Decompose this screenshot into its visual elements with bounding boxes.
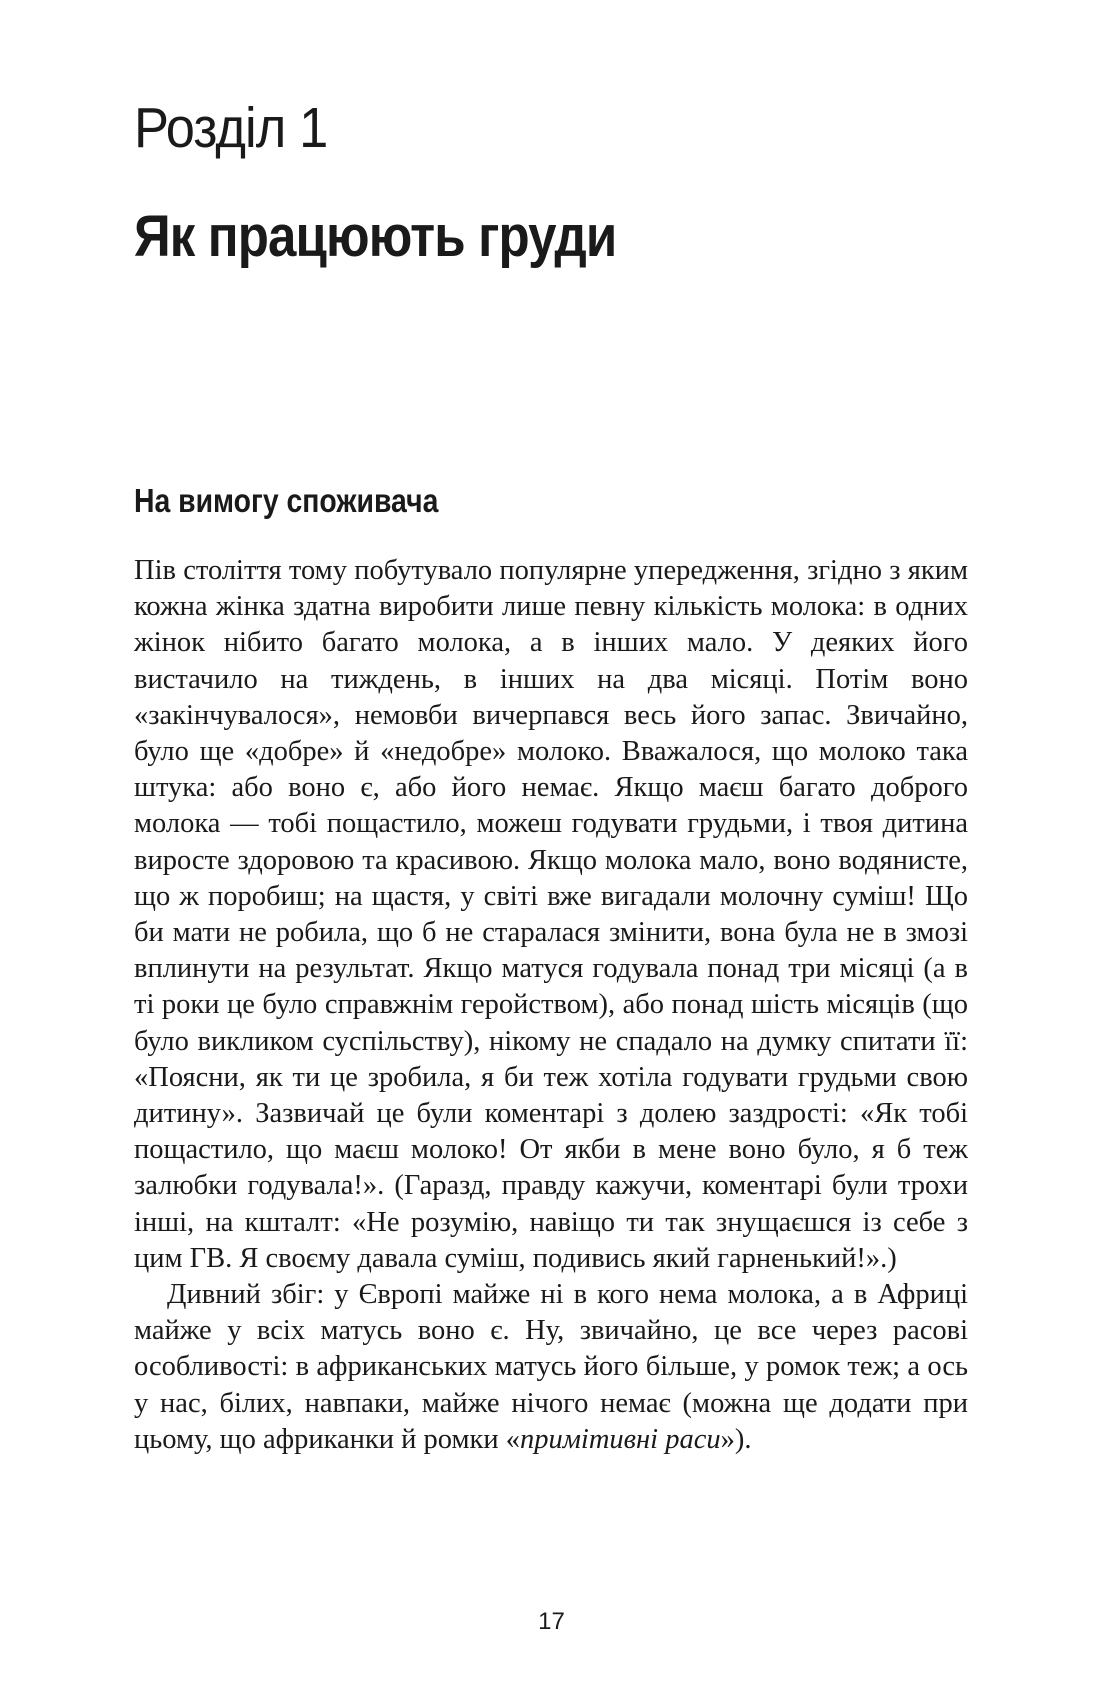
section-title: На вимогу споживача xyxy=(134,482,439,519)
paragraph: Пів століття тому побутувало популярне упередження, згідно з яким кожна жінка здатна виробити лише певну кількість молока: в одних жінок нібито багато молока, а в інших мало. У деяких його вистачило на тиждень, в інших на два місяці. Потім воно «закінчувалося», немовби вичерпався весь його запас. Звичайно, було ще «добре» й «недобре» молоко. Вважалося, що молоко така штука: або воно є, або його немає. Якщо маєш багато доброго молока — тобі пощастило, можеш годувати грудьми, і твоя дитина виросте здоровою та красивою. Якщо молока мало, воно водянисте, що ж поробиш; на щастя, у світі вже вигадали молочну суміш! Що би мати не робила, що б не старалася змінити, вона була не в змозі вплинути на результат. Якщо матуся годувала понад три місяці (а в ті роки це було справжнім геройством), або понад шість місяців (що було викликом суспільству), нікому не спадало на думку спитати її: «Поясни, як ти це зробила, я би теж хотіла годувати грудьми свою дитину». Зазвичай це були коментарі з долею заздрості: «Як тобі пощастило, що маєш молоко! От якби в мене воно було, я б теж залюбки годувала!». (Гаразд, правду кажучи, коментарі були трохи інші, на кшталт: «Не розумію, навіщо ти так знущаєшся із себе з цим ГВ. Я своєму давала суміш, подивись який гарненький!».) xyxy=(134,555,968,1274)
paragraph xyxy=(134,1277,968,1458)
chapter-label: Розділ 1 xyxy=(134,96,328,160)
paragraph-text: Дивний збіг: у Європі майже ні в кого нема молока, а в Африці майже у всіх матусь воно є. Ну, звичайно, це все через расові особливості: в африканських матусь його більше, у ромок теж; а ось у нас, білих, навпаки, майже нічого немає (можна ще додати при цьому, що африканки й ромки « xyxy=(134,1279,968,1455)
page-number: 17 xyxy=(538,1608,565,1635)
paragraph-text: »). xyxy=(720,1423,752,1455)
chapter-title: Як працюють груди xyxy=(134,204,617,269)
body-text xyxy=(134,553,968,1458)
emphasis-text: примітивні раси xyxy=(519,1423,721,1455)
